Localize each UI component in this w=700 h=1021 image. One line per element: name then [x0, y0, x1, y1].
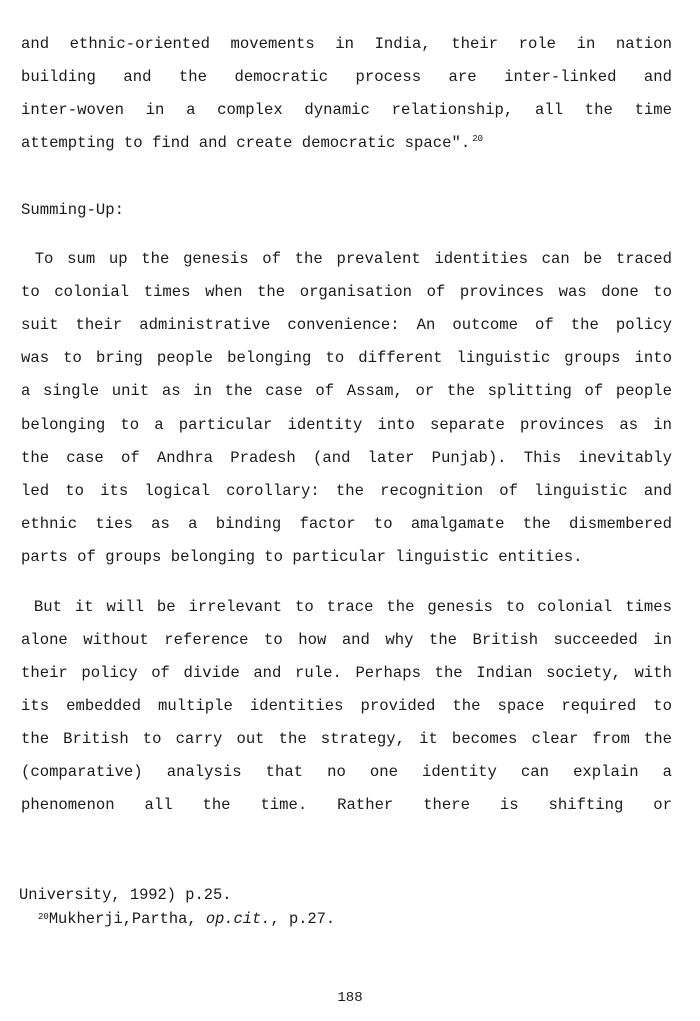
- footnote-reference[interactable]: 20: [472, 134, 483, 144]
- text-line: alone without reference to how and why the British succeeded in: [21, 631, 672, 649]
- text-line: attempting to find and create democratic space".: [21, 134, 471, 152]
- footnote-20: [38, 909, 335, 929]
- text-line: to colonial times when the organisation of provinces was done to: [21, 283, 672, 301]
- text-line: inter-woven in a complex dynamic relationship, all the time: [21, 101, 672, 119]
- text-line: But it will be irrelevant to trace the genesis to colonial times: [21, 598, 672, 616]
- footnote-author: Mukherji,Partha,: [48, 910, 206, 928]
- text-line: ethnic ties as a binding factor to amalgamate the dismembered: [21, 515, 672, 533]
- text-line: suit their administrative convenience: An outcome of the policy: [21, 316, 672, 334]
- text-line: and ethnic-oriented movements in India, their role in nation: [21, 35, 672, 53]
- text-line: To sum up the genesis of the prevalent identities can be traced: [21, 250, 672, 268]
- section-heading: Summing-Up:: [21, 201, 124, 219]
- footnote-number: 20: [38, 912, 49, 922]
- text-line: the case of Andhra Pradesh (and later Punjab). This inevitably: [21, 449, 672, 467]
- footnote-continued: University, 1992) p.25.: [19, 886, 232, 904]
- text-line: the British to carry out the strategy, it becomes clear from the: [21, 730, 672, 748]
- footnote-op-cit: op.cit.: [205, 910, 271, 928]
- text-line: their policy of divide and rule. Perhaps the Indian society, with: [21, 664, 672, 682]
- text-line: building and the democratic process are inter-linked and: [21, 68, 672, 86]
- footnote-page: , p.27.: [270, 910, 336, 928]
- text-line: a single unit as in the case of Assam, or the splitting of people: [21, 382, 672, 400]
- text-line: belonging to a particular identity into separate provinces as in: [21, 416, 672, 434]
- text-line: (comparative) analysis that no one identity can explain a: [21, 763, 672, 781]
- text-line: was to bring people belonging to different linguistic groups into: [21, 349, 672, 367]
- text-line: phenomenon all the time. Rather there is shifting or: [21, 796, 672, 814]
- text-line: its embedded multiple identities provided the space required to: [21, 697, 672, 715]
- text-line: led to its logical corollary: the recognition of linguistic and: [21, 482, 672, 500]
- text-line: parts of groups belonging to particular linguistic entities.: [21, 548, 583, 566]
- text-line-with-footnote: [21, 133, 672, 153]
- page-number: 188: [337, 990, 363, 1006]
